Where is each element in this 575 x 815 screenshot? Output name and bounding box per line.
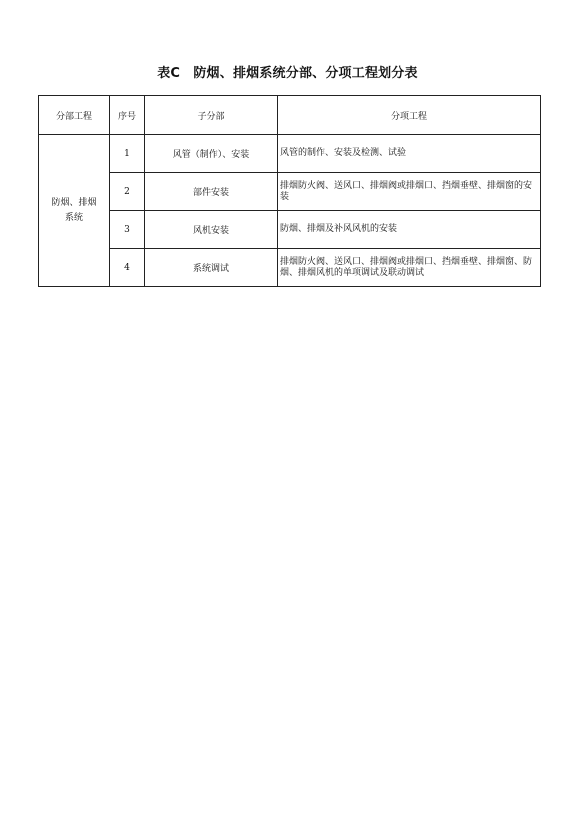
header-row (39, 96, 541, 135)
division-name-line1: 防烟、排烟 (51, 197, 97, 208)
items-cell: 防烟、排烟及补风风机的安装 (278, 211, 541, 249)
header-seq: 序号 (110, 96, 145, 135)
subdivision-cell: 部件安装 (145, 173, 278, 211)
header-items: 分项工程 (278, 96, 541, 135)
division-cell (39, 135, 110, 287)
division-table (38, 95, 541, 287)
items-cell: 排烟防火阀、送风口、排烟阀或排烟口、挡烟垂壁、排烟窗的安装 (278, 173, 541, 211)
seq-cell: 4 (110, 249, 145, 287)
seq-cell: 2 (110, 173, 145, 211)
subdivision-cell: 系统调试 (145, 249, 278, 287)
table-title: 表C 防烟、排烟系统分部、分项工程划分表 (157, 66, 418, 81)
items-cell: 排烟防火阀、送风口、排烟阀或排烟口、挡烟垂壁、排烟窗、防烟、排烟风机的单项调试及联动调试 (278, 249, 541, 287)
subdivision-cell: 风机安装 (145, 211, 278, 249)
subdivision-cell: 风管（制作）、安装 (145, 135, 278, 173)
table-row (39, 211, 541, 249)
seq-cell: 3 (110, 211, 145, 249)
header-subdivision: 子分部 (145, 96, 278, 135)
division-name-line2: 系统 (64, 212, 83, 223)
table-row (39, 249, 541, 287)
table-row (39, 135, 541, 173)
items-cell: 风管的制作、安装及检测、试验 (278, 135, 541, 173)
header-division: 分部工程 (39, 96, 110, 135)
seq-cell: 1 (110, 135, 145, 173)
table-row (39, 173, 541, 211)
